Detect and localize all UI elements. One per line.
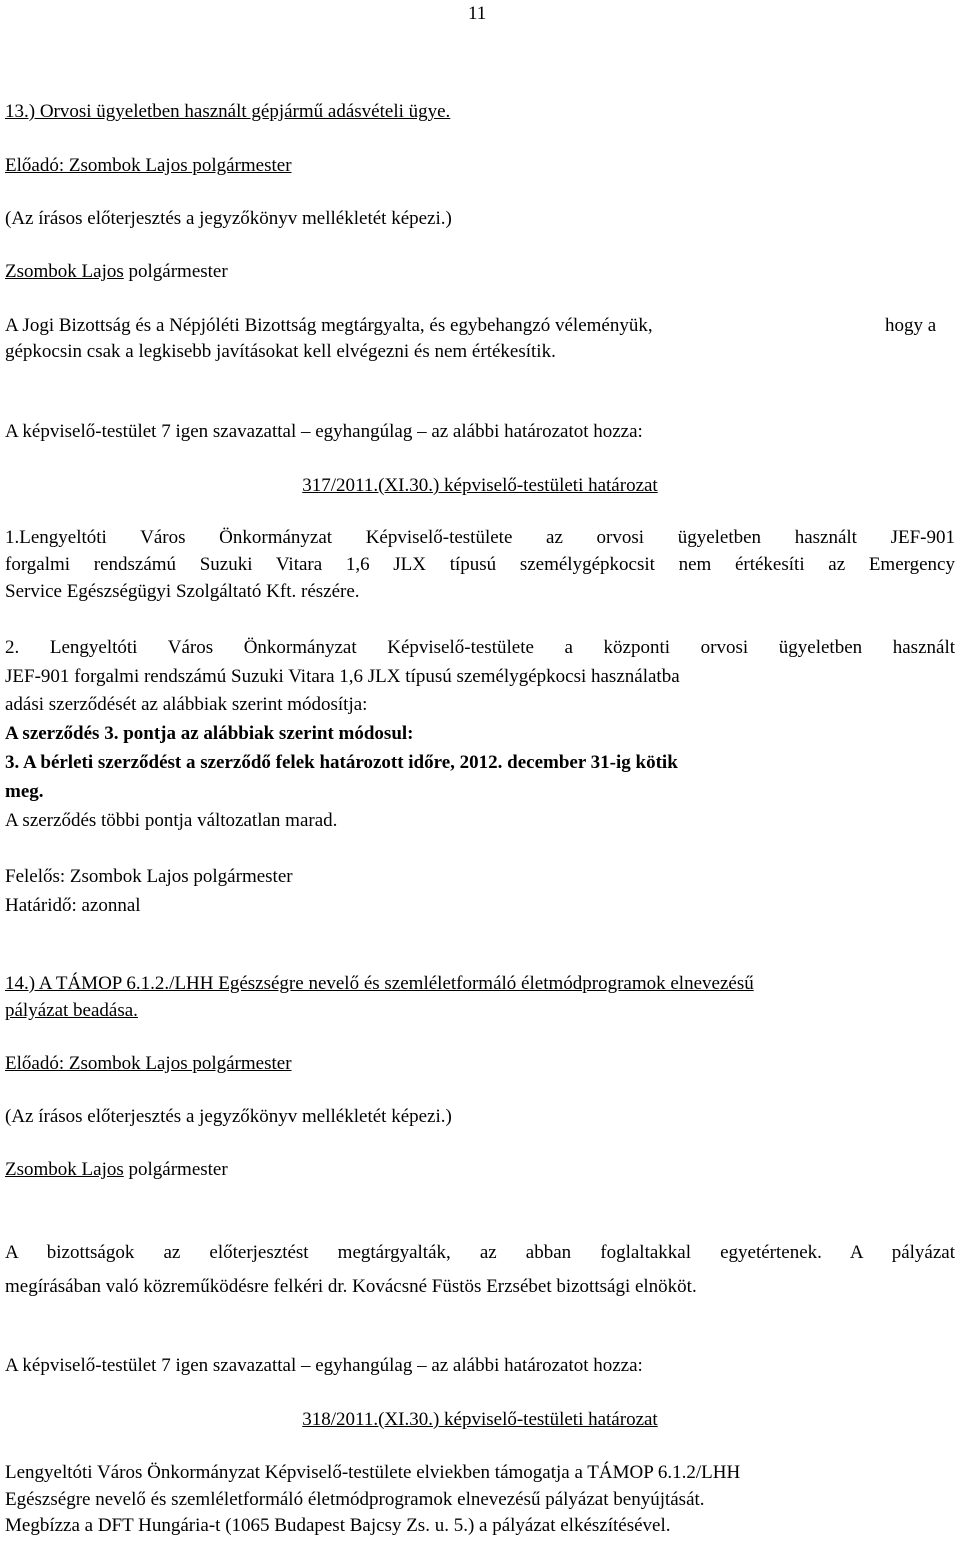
statement-13-line1-end: hogy a	[885, 315, 937, 336]
resolution-318-line2: Egészségre nevelő és szemléletformáló életmódprogramok elnevezésű pályázat benyújtását.	[5, 1489, 705, 1510]
agenda-item-14-title-line1: 14.) A TÁMOP 6.1.2./LHH Egészségre nevelő és szemléletformáló életmódprogramok elnevezésű	[5, 973, 754, 994]
contract-amendment-heading: A szerződés 3. pontja az alábbiak szerint módosul:	[5, 723, 414, 744]
responsible-13: Felelős: Zsombok Lajos polgármester	[5, 866, 293, 887]
speaker-name-13: Zsombok Lajos	[5, 261, 124, 282]
presenter-14: Előadó: Zsombok Lajos polgármester	[5, 1053, 292, 1074]
resolution-317-p2-line2: JEF-901 forgalmi rendszámú Suzuki Vitara 1,6 JLX típusú személygépkocsi használatba	[5, 666, 680, 687]
attachment-note-14: (Az írásos előterjesztés a jegyzőkönyv mellékletét képezi.)	[5, 1106, 452, 1127]
resolution-317-p2-line3: adási szerződését az alábbiak szerint módosítja:	[5, 694, 368, 715]
attachment-note-13: (Az írásos előterjesztés a jegyzőkönyv mellékletét képezi.)	[5, 208, 452, 229]
contract-amendment-text-line2: meg.	[5, 781, 44, 802]
contract-amendment-text-line1: 3. A bérleti szerződést a szerződő felek határozott időre, 2012. december 31-ig kötik	[5, 752, 678, 773]
resolution-318-line3: Megbízza a DFT Hungária-t (1065 Budapest Bajcsy Zs. u. 5.) a pályázat elkészítésével.	[5, 1515, 671, 1536]
speaker-14	[5, 1159, 228, 1181]
resolution-318-line1: Lengyeltóti Város Önkormányzat Képviselő-testülete elviekben támogatja a TÁMOP 6.1.2/LHH	[5, 1462, 741, 1483]
speaker-name-14: Zsombok Lajos	[5, 1159, 124, 1180]
resolution-317-p2-line1: 2. Lengyeltóti Város Önkormányzat Képviselő-testülete a központi orvosi ügyeletben használt	[5, 637, 955, 658]
resolution-id-318: 318/2011.(XI.30.) képviselő-testületi határozat	[302, 1409, 658, 1430]
speaker-13	[5, 261, 228, 283]
statement-14-line1: A bizottságok az előterjesztést megtárgyalták, az abban foglaltakkal egyetértenek. A pályázat	[5, 1242, 955, 1263]
speaker-role-13: polgármester	[123, 261, 228, 282]
speaker-role-14: polgármester	[123, 1159, 228, 1180]
resolution-id-317: 317/2011.(XI.30.) képviselő-testületi határozat	[302, 475, 658, 496]
resolution-317-p1-line2: forgalmi rendszámú Suzuki Vitara 1,6 JLX típusú személygépkocsit nem értékesíti az Emergency	[5, 554, 955, 575]
vote-14: A képviselő-testület 7 igen szavazattal – egyhangúlag – az alábbi határozatot hozza:	[5, 1355, 643, 1376]
agenda-item-13-title: 13.) Orvosi ügyeletben használt gépjármű adásvételi ügye.	[5, 101, 451, 122]
statement-13-line2: gépkocsin csak a legkisebb javításokat kell elvégezni és nem értékesítik.	[5, 341, 556, 362]
agenda-item-14-title-line2: pályázat beadása.	[5, 1000, 138, 1021]
contract-remaining-note: A szerződés többi pontja változatlan marad.	[5, 810, 338, 831]
resolution-317-p1-line1: 1.Lengyeltóti Város Önkormányzat Képviselő-testülete az orvosi ügyeletben használt JEF-901	[5, 527, 955, 548]
statement-13-line1: A Jogi Bizottság és a Népjóléti Bizottság megtárgyalta, és egybehangzó véleményük,	[5, 315, 653, 336]
vote-13: A képviselő-testület 7 igen szavazattal – egyhangúlag – az alábbi határozatot hozza:	[5, 421, 643, 442]
resolution-317-p1-line3: Service Egészségügyi Szolgáltató Kft. részére.	[5, 581, 360, 602]
page-number: 11	[468, 3, 487, 24]
presenter-13: Előadó: Zsombok Lajos polgármester	[5, 155, 292, 176]
statement-14-line2: megírásában való közreműködésre felkéri dr. Kovácsné Füstös Erzsébet bizottsági elnököt.	[5, 1276, 697, 1297]
deadline-13: Határidő: azonnal	[5, 895, 141, 916]
